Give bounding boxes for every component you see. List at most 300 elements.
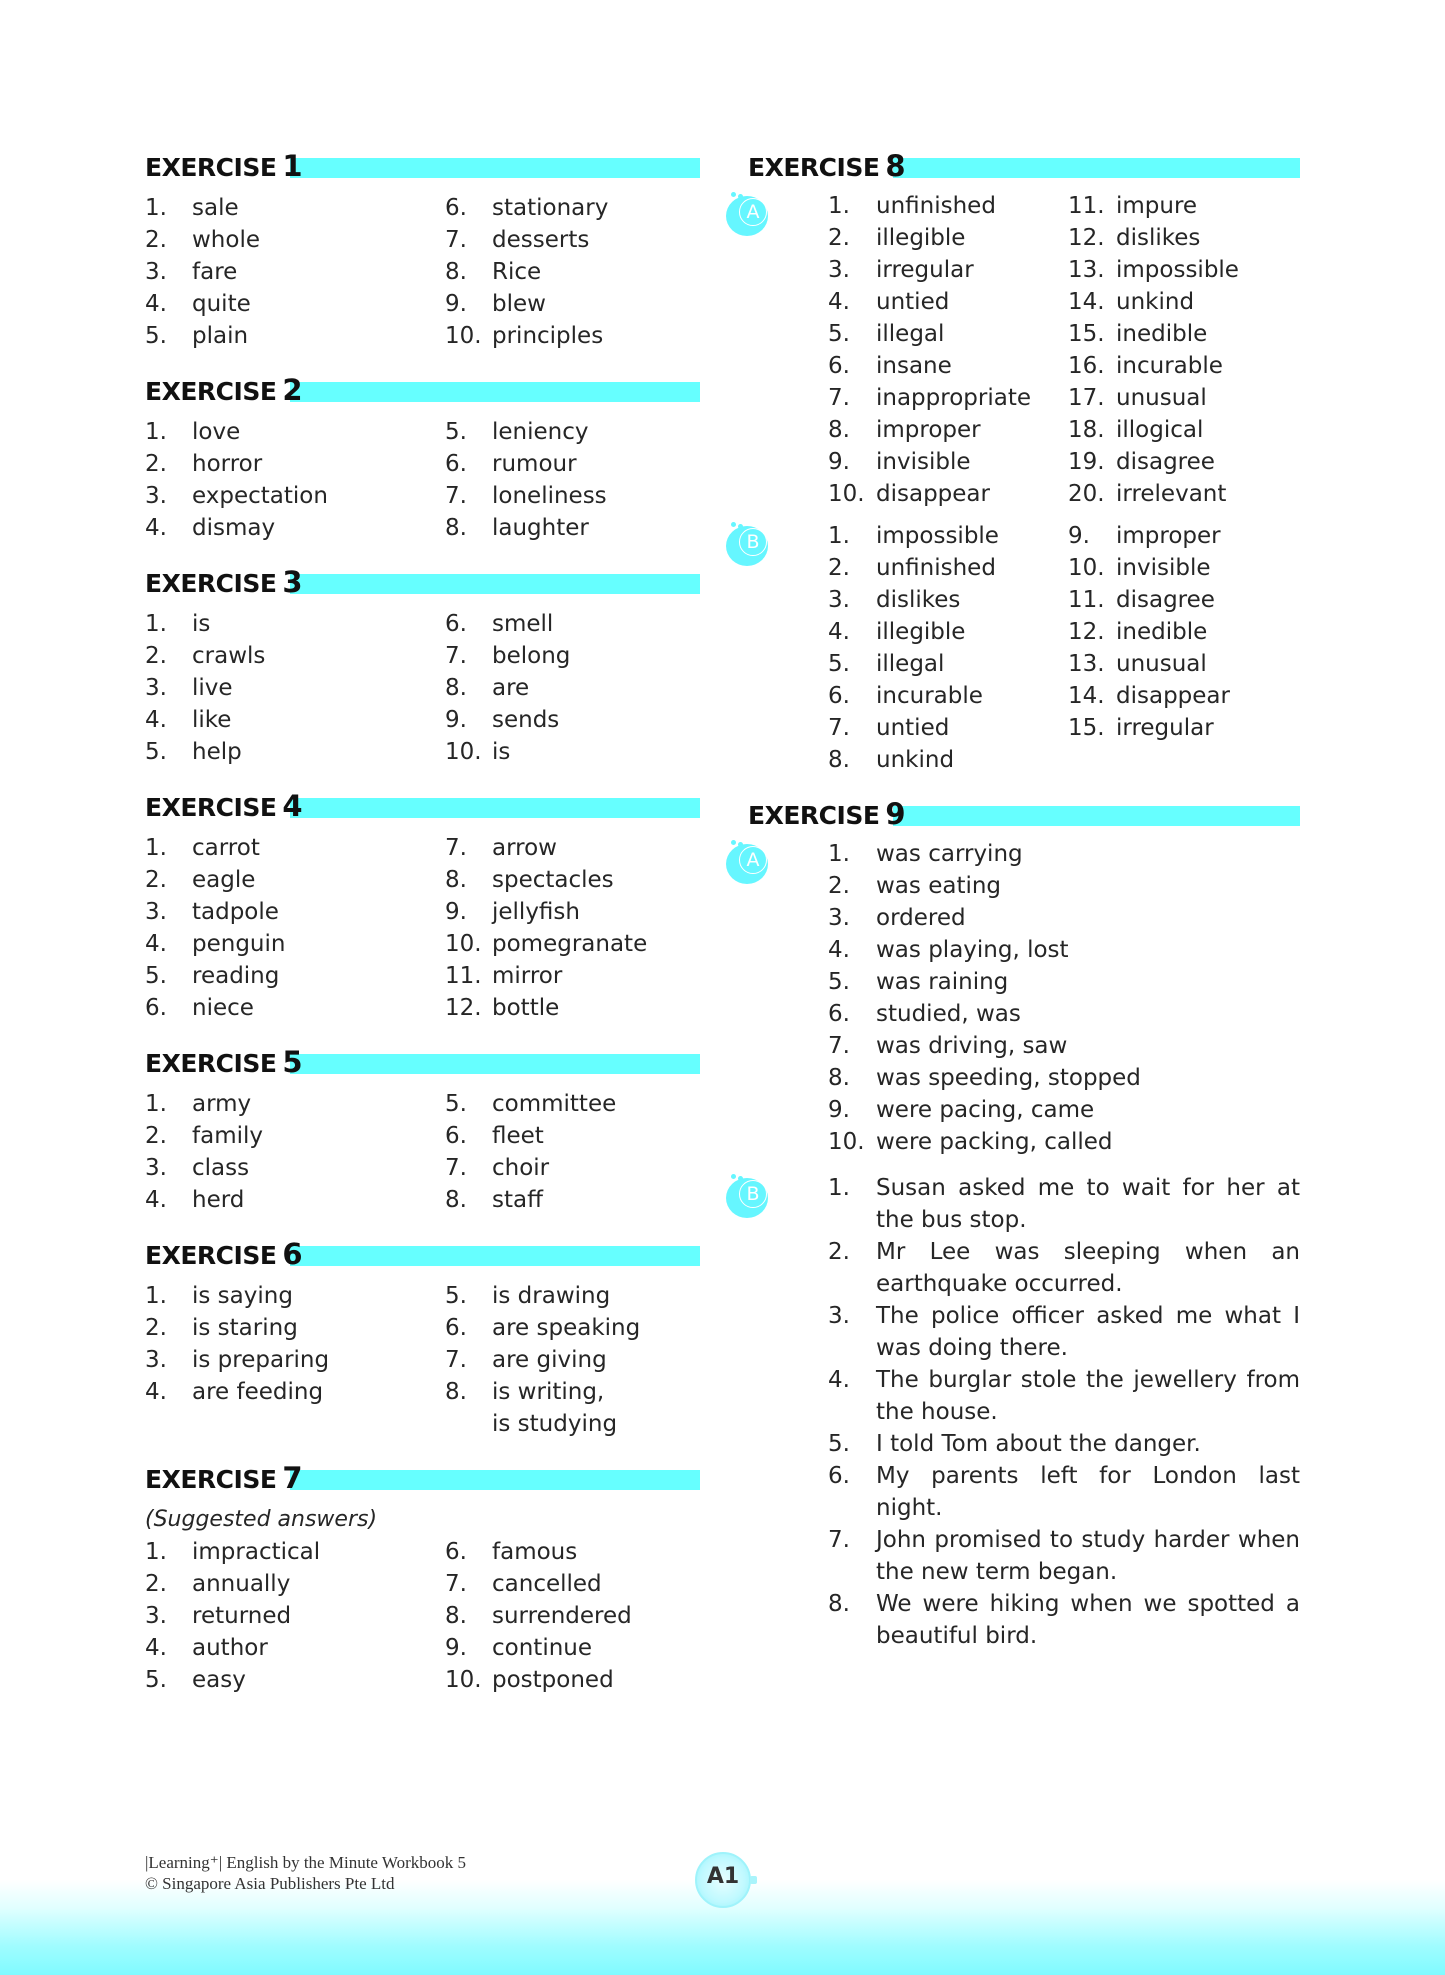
item-answer: annually [192,1571,291,1597]
answer-item [1068,648,1298,680]
item-number: 20. [1068,481,1105,507]
answer-row [828,1062,1300,1094]
item-answer: unusual [1116,651,1207,677]
item-number: 2. [145,227,167,253]
item-number: 15. [1068,715,1105,741]
answer-item [145,1280,445,1312]
answer-item [445,832,695,864]
answer-item [445,1280,695,1312]
answer-list [145,192,700,352]
answer-row [145,832,700,864]
answer-row [145,1184,700,1216]
header-accent-bar [290,574,700,594]
item-answer: horror [192,451,263,477]
item-answer: leniency [492,419,589,445]
item-answer: was carrying [876,841,1023,867]
item-answer: illegal [876,321,945,347]
item-number: 6. [445,1539,467,1565]
item-number: 8. [828,1591,850,1617]
answer-row [828,520,1300,552]
answer-item [145,896,445,928]
answer-row [828,680,1300,712]
item-answer: herd [192,1187,245,1213]
answer-item [145,832,445,864]
section-a [748,838,1300,1158]
left-column [145,150,700,1696]
item-number: 1. [145,1091,167,1117]
answer-item [145,1344,445,1376]
answer-item [445,256,695,288]
item-answer: desserts [492,227,590,253]
item-number: 10. [445,931,482,957]
item-number: 4. [145,1635,167,1661]
item-answer: I told Tom about the danger. [876,1431,1201,1457]
item-answer: irregular [876,257,974,283]
answer-item [145,1312,445,1344]
item-answer: family [192,1123,263,1149]
answer-item [145,1600,445,1632]
answer-item [828,414,1068,446]
section-a-badge-icon: A [726,192,772,236]
answer-row [828,222,1300,254]
section-b-badge-icon: B [726,1174,772,1218]
copyright: © Singapore Asia Publishers Pte Ltd [145,1874,395,1893]
item-answer: dismay [192,515,276,541]
item-answer: incurable [876,683,983,709]
item-number: 11. [1068,587,1105,613]
answer-item [828,222,1068,254]
item-answer: plain [192,323,249,349]
answer-item [1068,414,1298,446]
answer-row [828,414,1300,446]
answer-row [145,1664,700,1696]
item-number: 7. [828,1033,850,1059]
answer-item [1068,744,1298,776]
item-number: 11. [1068,193,1105,219]
item-number: 4. [145,707,167,733]
answer-row [145,512,700,544]
answer-row [145,1344,700,1376]
exercise-number: 5 [282,1045,303,1079]
answer-row [145,864,700,896]
item-answer: are [492,675,530,701]
item-answer: penguin [192,931,286,957]
item-answer: love [192,419,241,445]
answer-item [1068,478,1298,510]
exercise-6 [145,1238,700,1440]
item-number: 8. [445,1187,467,1213]
item-answer: Rice [492,259,542,285]
item-number: 9. [445,899,467,925]
answer-item [828,870,1288,902]
item-answer: laughter [492,515,589,541]
answer-item [828,934,1288,966]
answer-item [445,1344,695,1376]
sentence-item [828,1236,1300,1300]
item-answer: inappropriate [876,385,1031,411]
answer-row [828,318,1300,350]
answer-item [145,960,445,992]
answer-item [828,190,1068,222]
exercise-1 [145,150,700,352]
answer-row [828,190,1300,222]
item-number: 7. [445,1571,467,1597]
item-answer: crawls [192,643,266,669]
item-number: 18. [1068,417,1105,443]
answer-item [445,512,695,544]
answer-item [1068,222,1298,254]
answer-row [145,1408,700,1440]
answer-item [828,478,1068,510]
item-number: 9. [828,449,850,475]
item-answer: like [192,707,232,733]
item-answer: studied, was [876,1001,1021,1027]
item-number: 2. [828,873,850,899]
answer-item [445,736,695,768]
item-number: 3. [145,1155,167,1181]
item-answer: whole [192,227,261,253]
answer-row [828,350,1300,382]
sentence-item [828,1300,1300,1364]
answer-row [828,902,1300,934]
section-b [748,520,1300,776]
exercise-number: 3 [282,565,303,599]
answer-item [445,864,695,896]
answer-item [1068,318,1298,350]
answer-item [828,552,1068,584]
item-number: 6. [828,1001,850,1027]
item-number: 2. [828,1239,850,1265]
item-answer: improper [1116,523,1221,549]
item-answer: sale [192,195,239,221]
item-answer: bottle [492,995,560,1021]
item-number: 3. [145,259,167,285]
item-answer: expectation [192,483,328,509]
item-number: 8. [828,1065,850,1091]
item-number: 7. [445,483,467,509]
answer-row [145,1568,700,1600]
item-number: 13. [1068,257,1105,283]
item-number: 10. [445,323,482,349]
item-number: 9. [445,1635,467,1661]
item-number: 8. [445,1603,467,1629]
header-accent-bar [893,158,1300,178]
item-number: 2. [145,1571,167,1597]
item-answer: is saying [192,1283,293,1309]
answer-item [828,648,1068,680]
answer-item [828,1126,1288,1158]
item-answer: illogical [1116,417,1204,443]
item-number [1068,744,1116,776]
item-answer: disagree [1116,449,1215,475]
item-answer: army [192,1091,252,1117]
item-answer: live [192,675,233,701]
answer-row [145,1120,700,1152]
exercise-5 [145,1046,700,1216]
answer-item [145,416,445,448]
answer-item [145,1568,445,1600]
answer-item [445,288,695,320]
exercise-header [748,797,1300,831]
item-number: 8. [828,747,850,773]
item-number: 12. [445,995,482,1021]
item-number: 13. [1068,651,1105,677]
item-number: 10. [828,481,865,507]
item-answer: committee [492,1091,617,1117]
item-answer: class [192,1155,250,1181]
answer-item [1068,446,1298,478]
item-number: 5. [445,419,467,445]
answer-row [828,966,1300,998]
item-number: 5. [145,1667,167,1693]
answer-row [145,416,700,448]
item-number: 5. [828,1431,850,1457]
item-answer: irrelevant [1116,481,1227,507]
item-answer: untied [876,289,950,315]
item-answer: fleet [492,1123,544,1149]
answer-item [445,704,695,736]
sentence-item [828,1428,1300,1460]
item-answer: unfinished [876,555,996,581]
item-answer: is staring [192,1315,298,1341]
exercise-title: EXERCISE 8 [748,149,906,183]
item-number: 5. [828,321,850,347]
item-answer: unfinished [876,193,996,219]
answer-item [1068,520,1298,552]
answer-item [145,736,445,768]
item-answer: irregular [1116,715,1214,741]
item-number: 7. [445,1155,467,1181]
answer-item [1068,286,1298,318]
item-answer: impure [1116,193,1198,219]
item-answer: carrot [192,835,260,861]
item-answer: arrow [492,835,557,861]
item-number: 4. [145,1187,167,1213]
item-number: 1. [828,523,850,549]
item-answer: author [192,1635,268,1661]
answer-item [828,680,1068,712]
answer-row [145,1632,700,1664]
exercise-number: 2 [282,373,303,407]
answer-item [445,1152,695,1184]
item-answer: niece [192,995,254,1021]
item-answer: pomegranate [492,931,648,957]
item-answer: choir [492,1155,550,1181]
item-answer: disappear [1116,683,1230,709]
item-answer: surrendered [492,1603,632,1629]
header-accent-bar [290,382,700,402]
item-number: 15. [1068,321,1105,347]
item-number: 6. [145,995,167,1021]
answer-row [145,672,700,704]
answer-item [445,960,695,992]
answer-item [445,1376,695,1408]
answer-item [828,902,1288,934]
item-answer: insane [876,353,952,379]
answer-row [828,712,1300,744]
header-accent-bar [290,1470,700,1490]
item-number: 4. [828,619,850,645]
answer-item [828,382,1068,414]
exercise-number: 1 [282,149,303,183]
item-answer: unusual [1116,385,1207,411]
answer-list [145,608,700,768]
answer-row [145,224,700,256]
item-number: 4. [145,291,167,317]
item-answer: impossible [1116,257,1239,283]
item-number: 7. [445,227,467,253]
item-number: 10. [1068,555,1105,581]
answer-item [445,1600,695,1632]
answer-item [828,1062,1288,1094]
item-answer: reading [192,963,280,989]
item-answer: was raining [876,969,1009,995]
item-number: 3. [145,1603,167,1629]
answer-item [445,640,695,672]
item-number: 2. [145,867,167,893]
item-answer: inedible [1116,619,1208,645]
answer-row [828,870,1300,902]
item-answer: continue [492,1635,593,1661]
item-number: 4. [145,515,167,541]
exercise-title: EXERCISE 1 [145,149,303,183]
exercise-header [145,1045,700,1079]
answer-item [828,616,1068,648]
answer-item [145,1536,445,1568]
item-number: 7. [445,835,467,861]
answer-item [445,992,695,1024]
item-number: 8. [445,1379,467,1405]
answer-item [445,448,695,480]
item-number: 8. [445,867,467,893]
answer-item [145,704,445,736]
answer-item [828,1030,1288,1062]
answer-row [145,1600,700,1632]
answer-item [828,1094,1288,1126]
item-answer: quite [192,291,251,317]
answer-list [145,832,700,1024]
exercise-3 [145,566,700,768]
answer-list [828,190,1300,510]
item-number: 14. [1068,683,1105,709]
answer-row [145,192,700,224]
item-answer: belong [492,643,571,669]
item-answer: is drawing [492,1283,611,1309]
answer-row [145,1280,700,1312]
answer-item [1068,350,1298,382]
section-b-badge-icon: B [726,522,772,566]
item-answer: Susan asked me to wait for her at the bus stop. [876,1175,1300,1233]
item-answer: unkind [1116,289,1195,315]
item-answer: famous [492,1539,578,1565]
item-answer: John promised to study harder when the new term began. [876,1527,1300,1585]
item-number: 3. [828,257,850,283]
item-number: 4. [828,289,850,315]
item-number: 4. [145,931,167,957]
item-number: 5. [145,739,167,765]
item-number: 2. [145,1123,167,1149]
answer-list [145,1280,700,1440]
item-number: 6. [828,353,850,379]
answer-row [828,552,1300,584]
exercise-2 [145,374,700,544]
item-number: 10. [445,1667,482,1693]
footer-credits [145,1852,466,1894]
item-number: 6. [828,1463,850,1489]
header-accent-bar [290,798,700,818]
exercise-7 [145,1462,700,1696]
section-b [748,1172,1300,1652]
item-number: 5. [145,323,167,349]
item-number: 12. [1068,225,1105,251]
item-answer: illegal [876,651,945,677]
answer-item [828,744,1068,776]
item-answer: was driving, saw [876,1033,1068,1059]
answer-row [145,992,700,1024]
item-number: 9. [445,707,467,733]
item-number: 11. [445,963,482,989]
answer-row [145,288,700,320]
exercise-header [145,789,700,823]
item-answer: The police officer asked me what I was doing there. [876,1303,1300,1361]
item-number [445,1408,492,1440]
item-number: 6. [445,1123,467,1149]
exercise-title: EXERCISE 3 [145,565,303,599]
item-number: 4. [828,1367,850,1393]
answer-item [445,1312,695,1344]
item-answer: cancelled [492,1571,602,1597]
answer-item [445,1120,695,1152]
answer-row [145,1088,700,1120]
answer-row [145,256,700,288]
answer-item [145,448,445,480]
item-number: 1. [145,1539,167,1565]
item-number: 8. [445,259,467,285]
item-answer: is writing, [492,1379,605,1405]
page-number-stopwatch-icon [695,1852,751,1908]
answer-item [828,998,1288,1030]
item-number: 6. [445,451,467,477]
answer-item [445,608,695,640]
item-answer: disappear [876,481,990,507]
answer-row [145,608,700,640]
item-number: 3. [145,899,167,925]
item-number: 3. [145,675,167,701]
answer-row [828,1126,1300,1158]
item-number: 5. [828,969,850,995]
answer-item [828,286,1068,318]
answer-row [828,286,1300,318]
item-answer: Mr Lee was sleeping when an earthquake occurred. [876,1239,1300,1297]
item-answer: is [492,739,511,765]
item-number: 3. [145,483,167,509]
answer-list [828,838,1300,1158]
item-answer: help [192,739,242,765]
answer-item [145,1152,445,1184]
exercise-title: EXERCISE 2 [145,373,303,407]
answer-item [445,1184,695,1216]
answer-row [828,616,1300,648]
item-number: 1. [145,1283,167,1309]
item-answer: dislikes [1116,225,1201,251]
item-number: 1. [145,835,167,861]
answer-item [145,1184,445,1216]
sentence-item [828,1588,1300,1652]
item-number: 2. [828,225,850,251]
item-answer: mirror [492,963,563,989]
item-answer: rumour [492,451,577,477]
answer-item [828,520,1068,552]
